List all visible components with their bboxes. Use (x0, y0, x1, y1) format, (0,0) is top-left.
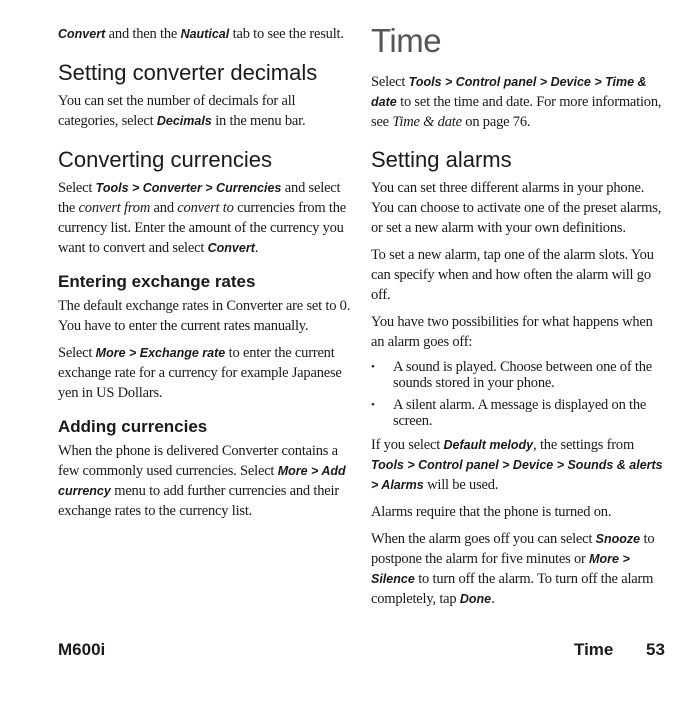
text-run: and select the (58, 180, 341, 216)
menu-path: More > Add currency (58, 464, 346, 498)
heading-adding-currencies: Adding currencies (58, 417, 208, 436)
currencies-paragraph (58, 178, 354, 258)
text-run: in the menu bar. (211, 113, 306, 129)
text-run: currencies from the currency list. Enter the amount of the currency you want to convert and select (58, 200, 347, 256)
alarms-paragraph-2: To set a new alarm, tap one of the alarm slots. You can specify when and how often the alarm will go off. (371, 247, 654, 303)
text-run: , the settings from (533, 437, 635, 453)
text-run: When the phone is delivered Converter contains a few commonly used currencies. Select (58, 443, 338, 479)
footer-model: M600i (58, 640, 106, 659)
convert-term: Convert (207, 241, 255, 255)
decimals-paragraph (58, 91, 354, 131)
done-term: Done (459, 592, 492, 606)
text-run: will be used. (423, 477, 499, 493)
text-run: When the alarm goes off you can select (371, 531, 596, 547)
text-run: . (491, 591, 495, 607)
heading-setting-decimals: Setting converter decimals (58, 60, 318, 85)
convert-term: Convert (58, 27, 106, 41)
text-run: If you select (371, 437, 444, 453)
italic-term: convert to (177, 200, 234, 216)
menu-path: Tools > Control panel > Device > Sounds & alerts > Alarms (371, 458, 663, 492)
alarm-options-list (371, 359, 667, 429)
footer-section: Time (574, 640, 614, 659)
adding-paragraph (58, 441, 354, 521)
cross-reference: Time & date (392, 114, 462, 130)
list-item: • A sound is played. Choose between one of the sounds stored in your phone. (371, 359, 667, 391)
snooze-paragraph (371, 529, 667, 609)
right-column (371, 24, 667, 616)
default-melody-term: Default melody (443, 438, 534, 452)
text-run: to turn off the alarm. To turn off the alarm completely, tap (371, 571, 654, 607)
text-run: and then the (105, 26, 181, 42)
rates-paragraph-1: The default exchange rates in Converter are set to 0. You have to enter the current rates manually. (58, 298, 351, 334)
text-run: You can set the number of decimals for all categories, select (58, 93, 296, 129)
footer-page-number: 53 (646, 640, 665, 659)
text-run: Select (58, 180, 96, 196)
left-column (58, 24, 354, 528)
text-run: Select (58, 345, 96, 361)
snooze-term: Snooze (595, 532, 641, 546)
time-paragraph (371, 72, 667, 132)
menu-path: More > Silence (371, 552, 630, 586)
text-run: Select (371, 74, 409, 90)
list-item: • A silent alarm. A message is displayed on the screen. (371, 397, 667, 429)
menu-path: Tools > Control panel > Device > Time & date (371, 75, 647, 109)
menu-path: Tools > Converter > Currencies (95, 181, 282, 195)
heading-exchange-rates: Entering exchange rates (58, 272, 256, 291)
alarms-paragraph-1: You can set three different alarms in your phone. You can choose to activate one of the preset alarms, or set a new alarm with your own definitions. (371, 180, 662, 236)
text-run: to postpone the alarm for five minutes or (371, 531, 655, 567)
heading-converting-currencies: Converting currencies (58, 147, 272, 172)
text-run: and (150, 200, 178, 216)
nautical-term: Nautical (180, 27, 230, 41)
text-run: to enter the current exchange rate for a currency for example Japanese yen in US Dollars. (58, 345, 342, 401)
alarms-paragraph-3: You have two possibilities for what happens when an alarm goes off: (371, 314, 653, 350)
heading-setting-alarms: Setting alarms (371, 147, 512, 172)
text-run: . (254, 240, 259, 256)
text-run: menu to add further currencies and their exchange rates to the currency list. (58, 483, 339, 519)
text-run: on page 76. (461, 114, 531, 130)
menu-path: More > Exchange rate (95, 346, 226, 360)
require-paragraph: Alarms require that the phone is turned on. (371, 504, 612, 520)
italic-term: convert from (78, 200, 151, 216)
melody-paragraph (371, 435, 667, 495)
text-run: tab to see the result. (229, 26, 344, 42)
rates-paragraph-2 (58, 343, 354, 403)
intro-paragraph (58, 24, 354, 44)
chapter-title: Time (371, 22, 442, 59)
decimals-term: Decimals (156, 114, 212, 128)
text-run: to set the time and date. For more information, see (371, 94, 662, 130)
